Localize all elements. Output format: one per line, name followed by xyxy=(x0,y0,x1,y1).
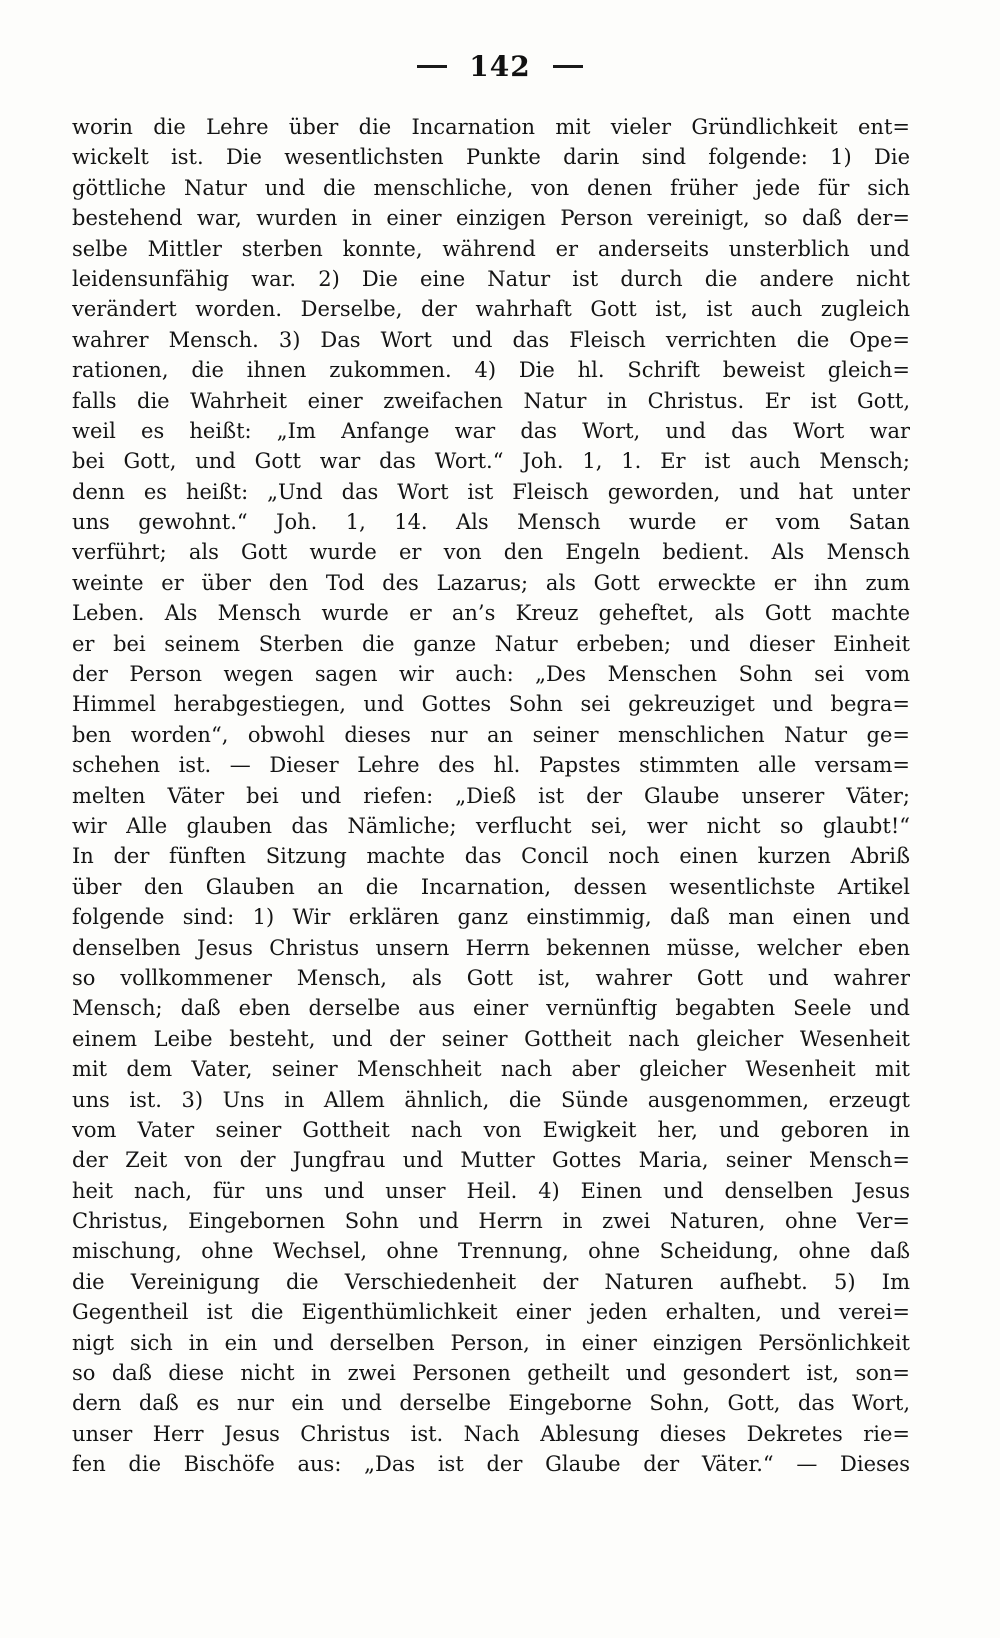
text-line: dern daß es nur ein und derselbe Eingeborne Sohn, Gott, das Wort, xyxy=(72,1391,910,1416)
text-line: denselben Jesus Christus unsern Herrn bekennen müsse, welcher eben xyxy=(72,935,910,960)
text-line: über den Glauben an die Incarnation, dessen wesentlichste Artikel xyxy=(72,874,910,899)
text-line: vom Vater seiner Gottheit nach von Ewigkeit her, und geboren in xyxy=(72,1117,910,1142)
text-line: worin die Lehre über die Incarnation mit vieler Gründlichkeit ent= xyxy=(72,115,910,139)
text-line: ben worden“, obwohl dieses nur an seiner menschlichen Natur ge= xyxy=(72,722,910,747)
text-line: wickelt ist. Die wesentlichsten Punkte darin sind folgende: 1) Die xyxy=(72,145,910,170)
text-line: der Zeit von der Jungfrau und Mutter Gottes Maria, seiner Mensch= xyxy=(72,1148,910,1173)
text-line: uns ist. 3) Uns in Allem ähnlich, die Sünde ausgenommen, erzeugt xyxy=(72,1087,910,1112)
text-line: bestehend war, wurden in einer einzigen Person vereinigt, so daß der= xyxy=(72,206,910,231)
text-line: so daß diese nicht in zwei Personen getheilt und gesondert ist, son= xyxy=(72,1361,910,1386)
text-line: bei Gott, und Gott war das Wort.“ Joh. 1, 1. Er ist auch Mensch; xyxy=(72,449,910,474)
page-number: 142 xyxy=(469,49,531,83)
text-line: Leben. Als Mensch wurde er an’s Kreuz geheftet, als Gott machte xyxy=(72,601,910,626)
text-line: folgende sind: 1) Wir erklären ganz einstimmig, daß man einen und xyxy=(72,905,910,930)
text-line: uns gewohnt.“ Joh. 1, 14. Als Mensch wurde er vom Satan xyxy=(72,510,910,535)
text-line: schehen ist. — Dieser Lehre des hl. Papstes stimmten alle versam= xyxy=(72,753,910,778)
text-line: Gegentheil ist die Eigenthümlichkeit einer jeden erhalten, und verei= xyxy=(72,1300,910,1325)
page-header xyxy=(0,46,1000,86)
right-dash-ornament xyxy=(553,65,583,68)
text-line: weinte er über den Tod des Lazarus; als Gott erweckte er ihn zum xyxy=(72,570,910,595)
text-line: verführt; als Gott wurde er von den Engeln bedient. Als Mensch xyxy=(72,540,910,565)
text-line: Mensch; daß eben derselbe aus einer vernünftig begabten Seele und xyxy=(72,996,910,1021)
text-line: einem Leibe besteht, und der seiner Gottheit nach gleicher Wesenheit xyxy=(72,1026,910,1051)
text-line: Christus, Eingebornen Sohn und Herrn in zwei Naturen, ohne Ver= xyxy=(72,1209,910,1234)
text-line: denn es heißt: „Und das Wort ist Fleisch geworden, und hat unter xyxy=(72,479,910,504)
text-line: melten Väter bei und riefen: „Dieß ist der Glaube unserer Väter; xyxy=(72,783,910,808)
text-line: selbe Mittler sterben konnte, während er anderseits unsterblich und xyxy=(72,236,910,261)
text-line: nigt sich in ein und derselben Person, in einer einzigen Persönlichkeit xyxy=(72,1330,910,1355)
text-line: mischung, ohne Wechsel, ohne Trennung, ohne Scheidung, ohne daß xyxy=(72,1239,910,1264)
text-line: falls die Wahrheit einer zweifachen Natur in Christus. Er ist Gott, xyxy=(72,388,910,413)
left-dash-ornament xyxy=(417,65,447,68)
text-line: so vollkommener Mensch, als Gott ist, wahrer Gott und wahrer xyxy=(72,965,910,990)
text-line: die Vereinigung die Verschiedenheit der Naturen aufhebt. 5) Im xyxy=(72,1269,910,1294)
text-line: der Person wegen sagen wir auch: „Des Menschen Sohn sei vom xyxy=(72,662,910,687)
body-text xyxy=(72,112,910,1480)
text-line: fen die Bischöfe aus: „Das ist der Glaube der Väter.“ — Dieses xyxy=(72,1452,910,1477)
text-line: mit dem Vater, seiner Menschheit nach aber gleicher Wesenheit mit xyxy=(72,1057,910,1082)
text-line: Himmel herabgestiegen, und Gottes Sohn sei gekreuziget und begra= xyxy=(72,692,910,717)
text-line: rationen, die ihnen zukommen. 4) Die hl. Schrift beweist gleich= xyxy=(72,358,910,383)
text-line: heit nach, für uns und unser Heil. 4) Einen und denselben Jesus xyxy=(72,1178,910,1203)
text-line: wahrer Mensch. 3) Das Wort und das Fleisch verrichten die Ope= xyxy=(72,327,910,352)
text-line: weil es heißt: „Im Anfange war das Wort, und das Wort war xyxy=(72,418,910,443)
text-line: göttliche Natur und die menschliche, von denen früher jede für sich xyxy=(72,175,910,200)
text-line: er bei seinem Sterben die ganze Natur erbeben; und dieser Einheit xyxy=(72,631,910,656)
text-line: In der fünften Sitzung machte das Concil noch einen kurzen Abriß xyxy=(72,844,910,869)
text-line: verändert worden. Derselbe, der wahrhaft Gott ist, ist auch zugleich xyxy=(72,297,910,322)
text-line: wir Alle glauben das Nämliche; verflucht sei, wer nicht so glaubt!“ xyxy=(72,813,910,838)
text-line: unser Herr Jesus Christus ist. Nach Ablesung dieses Dekretes rie= xyxy=(72,1421,910,1446)
text-line: leidensunfähig war. 2) Die eine Natur ist durch die andere nicht xyxy=(72,266,910,291)
